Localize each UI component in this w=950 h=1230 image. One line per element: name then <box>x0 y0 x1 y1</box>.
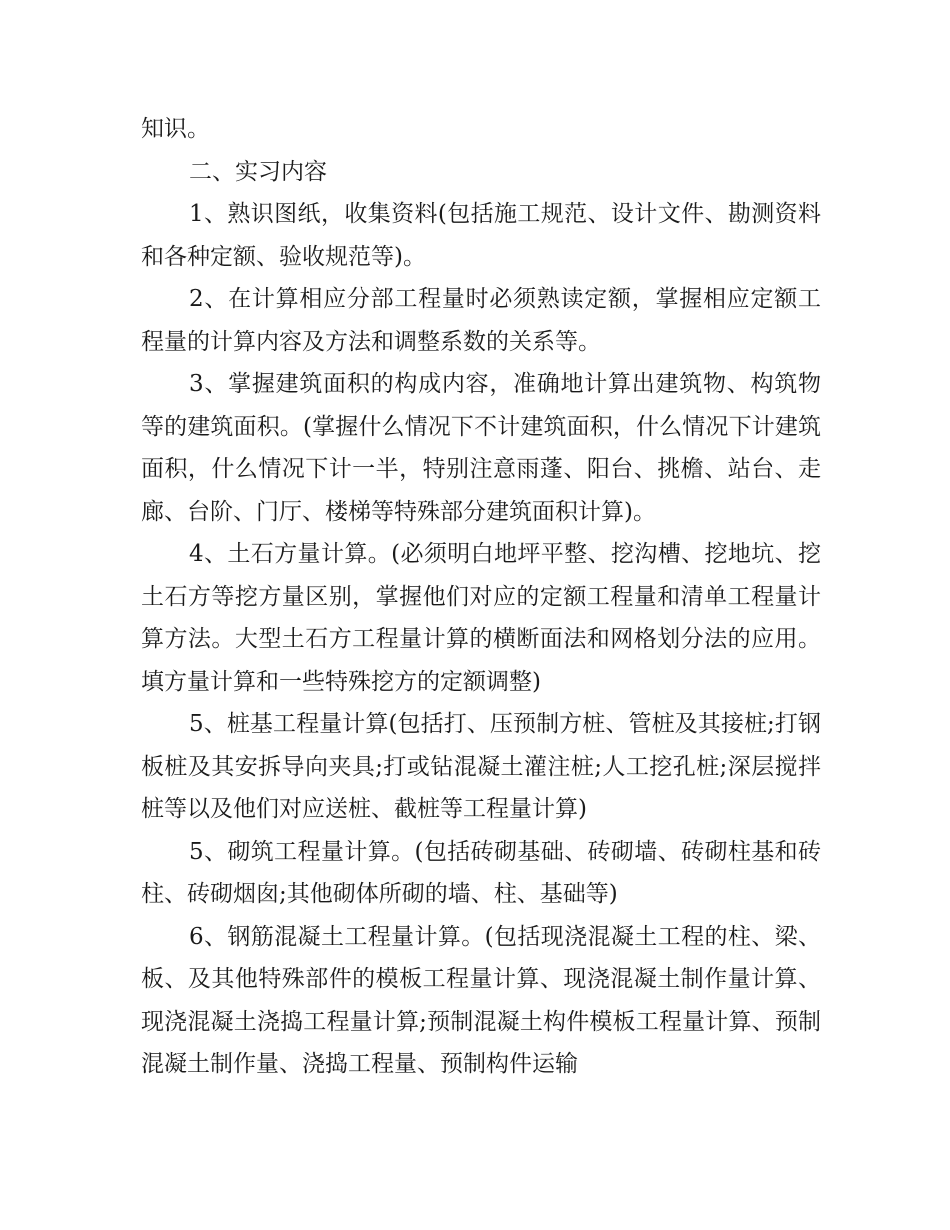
document-body <box>141 108 821 1086</box>
paragraph: 5、砌筑工程量计算。(包括砖砌基础、砖砌墙、砖砌柱基和砖柱、砖砌烟囱;其他砌体所砌的墙、柱、基础等) <box>141 838 821 907</box>
paragraph: 5、桩基工程量计算(包括打、压预制方桩、管桩及其接桩;打钢板桩及其安拆导向夹具;打或钻混凝土灌注桩;人工挖孔桩;深层搅拌桩等以及他们对应送桩、截桩等工程量计算) <box>141 711 821 822</box>
paragraph: 1、熟识图纸，收集资料(包括施工规范、设计文件、勘测资料和各种定额、验收规范等)。 <box>141 201 821 270</box>
section-heading: 二、实习内容 <box>189 158 327 185</box>
paragraph: 2、在计算相应分部工程量时必须熟读定额，掌握相应定额工程量的计算内容及方法和调整系数的关系等。 <box>141 286 821 355</box>
paragraph: 6、钢筋混凝土工程量计算。(包括现浇混凝土工程的柱、梁、板、及其他特殊部件的模板工程量计算、现浇混凝土制作量计算、现浇混凝土浇捣工程量计算;预制混凝土构件模板工程量计算、预制混凝土制作量、浇捣工程量、预制构件运输 <box>141 923 821 1077</box>
paragraph: 知识。 <box>141 116 210 142</box>
paragraph: 4、土石方量计算。(必须明白地坪平整、挖沟槽、挖地坑、挖土石方等挖方量区别，掌握他们对应的定额工程量和清单工程量计算方法。大型土石方工程量计算的横断面法和网格划分法的应用。填方量计算和一些特殊挖方的定额调整) <box>141 541 821 695</box>
paragraph: 3、掌握建筑面积的构成内容，准确地计算出建筑物、构筑物等的建筑面积。(掌握什么情况下不计建筑面积，什么情况下计建筑面积，什么情况下计一半，特别注意雨蓬、阳台、挑檐、站台、走廊、台阶、门厅、楼梯等特殊部分建筑面积计算)。 <box>141 371 821 525</box>
